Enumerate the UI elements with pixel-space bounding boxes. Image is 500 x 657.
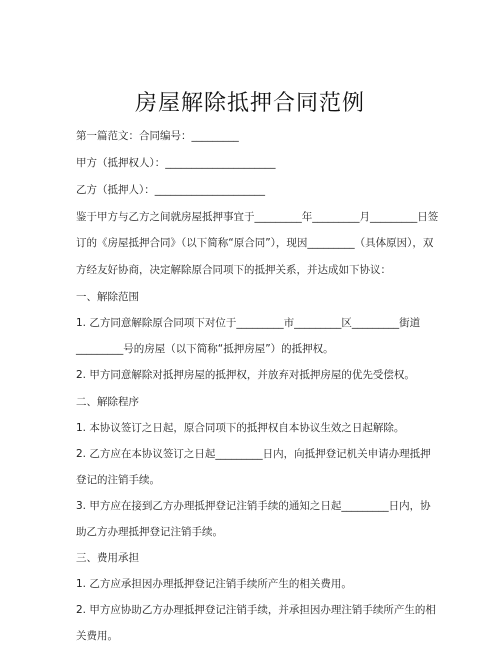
section-heading-3: 三、费用承担 — [76, 552, 139, 564]
preamble-line-2: 订的《房屋抵押合同》（以下简称“原合同”），现因_________（具体原因），双 — [76, 237, 434, 249]
section1-item2: 2. 甲方同意解除对抵押房屋的抵押权，并放弃对抵押房屋的优先受偿权。 — [76, 369, 415, 381]
section-heading-1: 一、解除范围 — [76, 291, 139, 303]
contract-number-line: 第一篇范文：合同编号：_________ — [76, 130, 239, 142]
preamble-line-3: 方经友好协商，决定解除原合同项下的抵押关系，并达成如下协议： — [76, 264, 391, 276]
section1-item1-line-2: _________号的房屋（以下简称“抵押房屋”）的抵押权。 — [76, 343, 334, 355]
party-b-line: 乙方（抵押人）：_____________________ — [76, 184, 265, 196]
section3-item2-line-2: 关费用。 — [76, 630, 118, 642]
section2-item2-line-2: 登记的注销手续。 — [76, 474, 160, 486]
page-title: 房屋解除抵押合同范例 — [134, 91, 365, 116]
section2-item3-line-2: 助乙方办理抵押登记注销手续。 — [76, 526, 223, 538]
section2-item1: 1. 本协议签订之日起，原合同项下的抵押权自本协议生效之日起解除。 — [76, 422, 405, 434]
section1-item1-line-1: 1. 乙方同意解除原合同项下对位于_________市_________区_________街道 — [76, 317, 421, 329]
section3-item2-line-1: 2. 甲方应协助乙方办理抵押登记注销手续，并承担因办理注销手续所产生的相 — [76, 604, 436, 616]
section2-item3-line-1: 3. 甲方应在接到乙方办理抵押登记注销手续的通知之日起_________日内，协 — [76, 500, 431, 512]
section2-item2-line-1: 2. 乙方应在本协议签订之日起_________日内，向抵押登记机关申请办理抵押 — [76, 448, 431, 460]
section-heading-2: 二、解除程序 — [76, 396, 139, 408]
section3-item1: 1. 乙方应承担因办理抵押登记注销手续所产生的相关费用。 — [76, 578, 352, 590]
preamble-line-1: 鉴于甲方与乙方之间就房屋抵押事宜于_________年_________月_________日签 — [76, 211, 439, 223]
party-a-line: 甲方（抵押权人）：_____________________ — [76, 157, 276, 169]
